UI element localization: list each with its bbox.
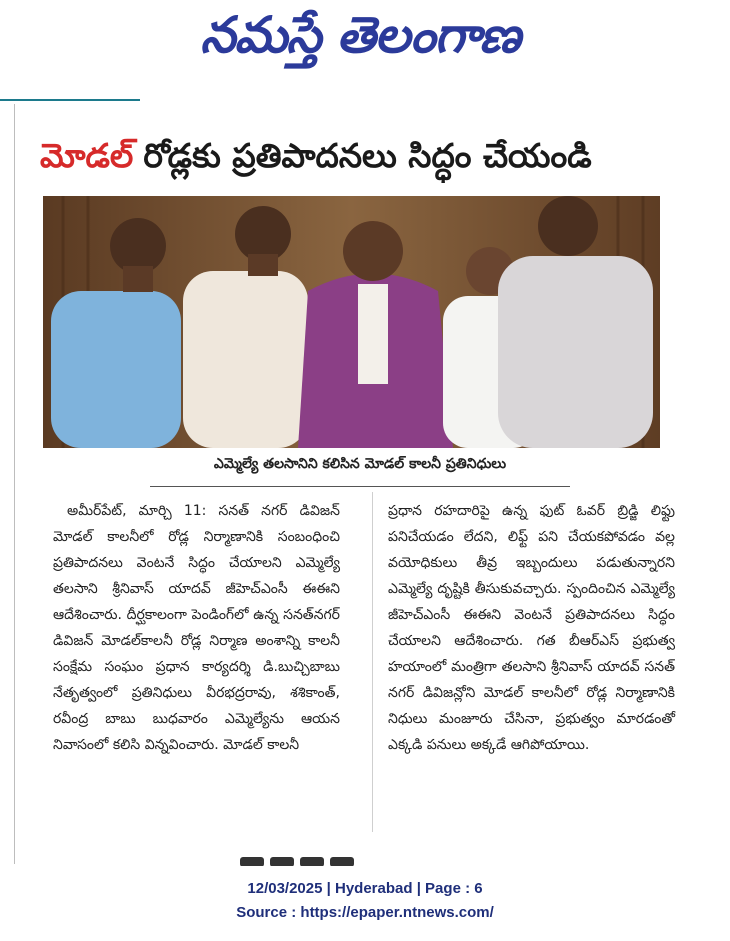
headline-accent: మోడల్ [40,135,134,175]
cropped-next-article [240,852,400,866]
column-separator [372,492,373,832]
photo-caption: ఎమ్మెల్యే తలసానిని కలిసిన మోడల్ కాలనీ ప్రతినిధులు [213,456,507,472]
article-column-right: ప్రధాన రహదారిపై ఉన్న ఫుట్ ఓవర్ బ్రిడ్జి లిఫ్టు పనిచేయడం లేదని, లిఫ్ట్ పని చేయకపోవడం వల్ల వయోధికులు తీవ్ర ఇబ్బందులు పడుతున్నారని ఎమ్మెల్యే దృష్టికి తీసుకువచ్చారు. స్పందించిన ఎమ్మెల్యే జీహెచ్ఎంసీ ఈఈని వెంటనే ప్రతిపాదనలు సిద్ధం చేయాలని ఆదేశించారు. గత బీఆర్ఎస్ ప్రభుత్వ హయాంలో మంత్రిగా తలసాని శ్రీనివాస్ యాదవ్ సనత్ నగర్ డివిజన్లోని మోడల్ కాలనీలో రోడ్ల నిర్మాణానికి నిధులు మంజూరు చేసినా, ప్రభుత్వం మారడంతో ఎక్కడి పనులు అక్కడే ఆగిపోయాయి. [388,503,675,753]
caption-rule [150,486,570,487]
masthead [150,2,570,80]
footer-source-line: Source : https://epaper.ntnews.com/ [236,904,494,921]
masthead-title: నమస్తే తెలంగాణ [200,5,520,64]
footer-date-line: 12/03/2025 | Hyderabad | Page : 6 [247,880,483,897]
headline [40,136,680,182]
news-photo [43,196,660,448]
page-margin-rule [14,104,15,864]
headline-main: రోడ్లకు ప్రతిపాదనలు సిద్ధం చేయండి [143,135,592,175]
page-footer [165,877,565,925]
photo-illustration [43,196,660,448]
masthead-rule [0,99,140,101]
article-column-left: అమీర్‌పేట్, మార్చి 11: సనత్ నగర్ డివిజన్ మోడల్ కాలనీలో రోడ్ల నిర్మాణానికి సంబంధించి ప్రతిపాదనలు వెంటనే సిద్ధం చేయాలని ఎమ్మెల్యే తలసాని శ్రీనివాస్ యాదవ్ జీహెచ్ఎంసీ ఈఈని ఆదేశించారు. దీర్ఘకాలంగా పెండింగ్‌లో ఉన్న సనత్‌నగర్ డివిజన్ మోడల్‌కాలనీ రోడ్ల నిర్మాణ అంశాన్ని కాలనీ సంక్షేమ సంఘం ప్రధాన కార్యదర్శి డి.బుచ్చిబాబు నేతృత్వంలో ప్రతినిధులు వీరభద్రరావు, శశికాంత్, రవీంద్ర బాబు బుధవారం ఎమ్మెల్యేను ఆయన నివాసంలో కలిసి విన్నవించారు. మోడల్ కాలనీ [53,503,340,753]
